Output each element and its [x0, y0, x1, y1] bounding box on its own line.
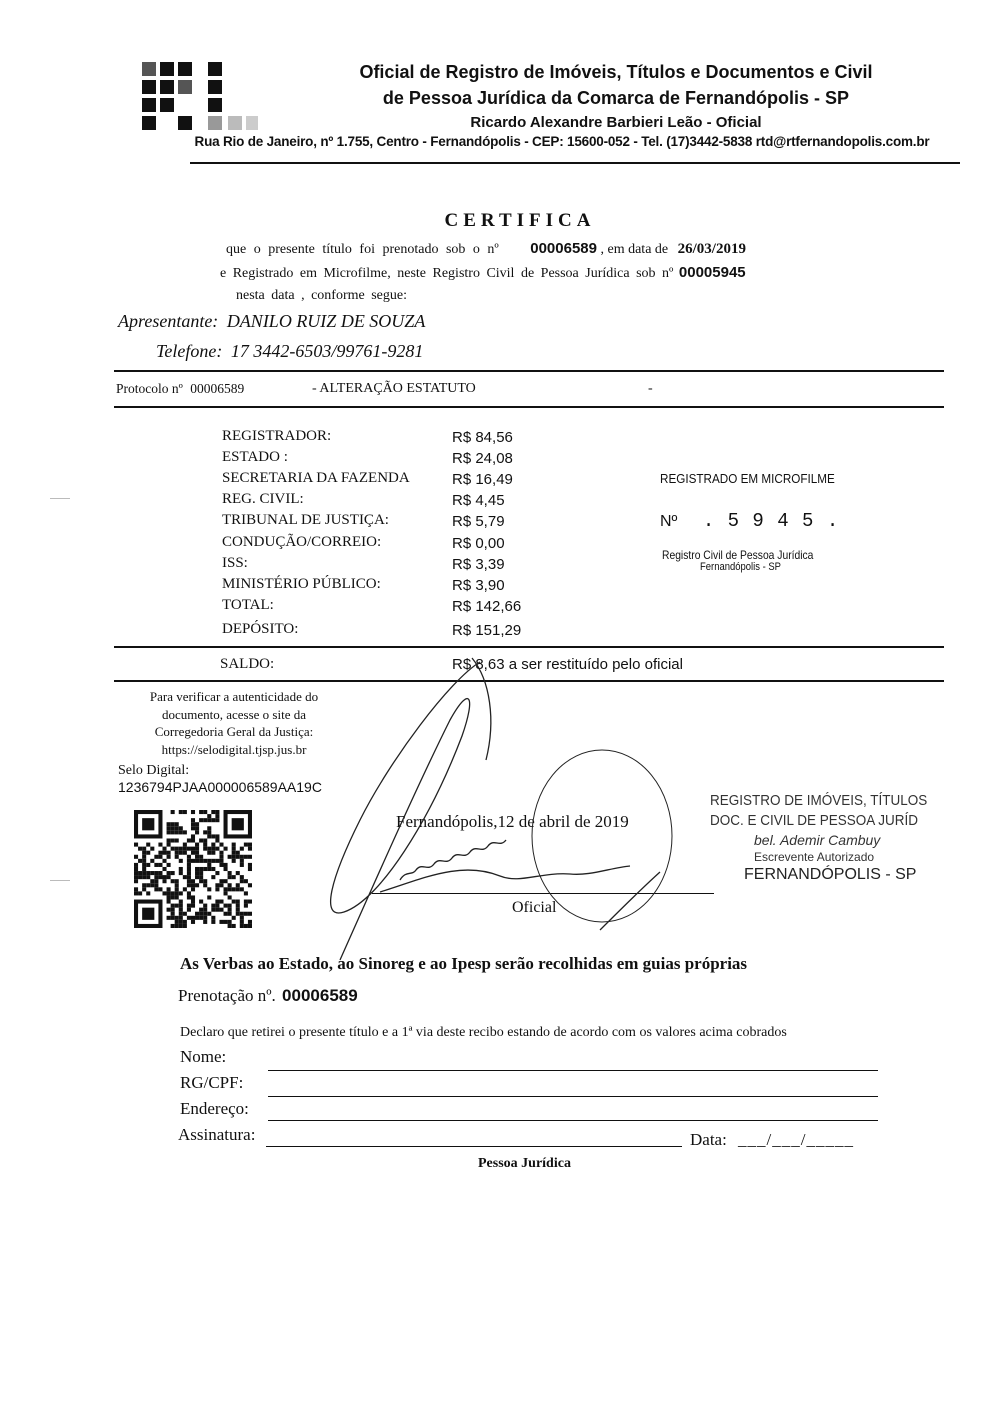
verification-line3: Corregedoria Geral da Justiça:: [154, 724, 314, 739]
balance-label: SALDO:: [220, 656, 275, 672]
name-label: Nome:: [180, 1047, 227, 1066]
registration-number: 00005945: [678, 264, 746, 281]
verification-line1: Para verificar a autenticidade do: [149, 689, 319, 704]
fee-label: ESTADO :: [222, 449, 288, 465]
footer-notice: As Verbas ao Estado, ao Sinoreg e ao Ipesp serão recolhidas em guias próprias: [180, 954, 748, 973]
phone-value: 17 3442-6503/99761-9281: [230, 341, 424, 361]
footer-declaration: Declaro que retirei o presente título e a 1ª via deste recibo estando de acordo com os valores acima cobrados: [180, 1025, 787, 1040]
microfilm-stamp-number: [660, 510, 839, 532]
verification-line2: documento, acesse o site da: [161, 706, 307, 722]
place-date: Fernandópolis,12 de abril de 2019: [396, 812, 629, 831]
prenotation-number: 00006589: [530, 240, 597, 257]
office-stamp-line1: REGISTRO DE IMÓVEIS, TÍTULOS: [710, 792, 928, 809]
protocol-label: Protocolo nº: [116, 381, 183, 396]
margin-mark: [50, 880, 70, 881]
fee-label: REG. CIVIL:: [222, 491, 304, 507]
header-officer: Ricardo Alexandre Barbieri Leão - Oficial: [470, 114, 762, 131]
certificate-date-text: , em data de: [600, 242, 669, 257]
microfilm-number: . 5 9 4 5 .: [702, 510, 840, 532]
protocol-number: 00006589: [190, 381, 245, 396]
office-stamp-line3: bel. Ademir Cambuy: [754, 832, 881, 848]
fee-value: R$ 4,45: [452, 492, 505, 509]
header-address: Rua Rio de Janeiro, nº 1.755, Centro - Fernandópolis - CEP: 15600-052 - Tel. (17)3442-5838 rtd@rtfernandopolis.com.br: [194, 134, 930, 149]
certificate-line1-text: que o presente título foi prenotado sob o nº: [226, 242, 499, 257]
microfilm-number-label: Nº: [660, 513, 678, 530]
footer-prenotation-row: [178, 986, 358, 1006]
registry-logo: [140, 60, 262, 134]
id-field[interactable]: [268, 1096, 878, 1097]
fee-value: R$ 0,00: [452, 535, 505, 552]
office-stamp-line5: FERNANDÓPOLIS - SP: [744, 866, 917, 883]
microfilm-stamp-line2: Fernandópolis - SP: [700, 561, 781, 573]
microfilm-stamp-title: REGISTRADO EM MICROFILME: [660, 471, 835, 486]
header-title-line2: de Pessoa Jurídica da Comarca de Fernandópolis - SP: [382, 88, 850, 108]
document-type: Pessoa Jurídica: [478, 1156, 571, 1171]
header-rule: [190, 162, 960, 164]
certificate-line2: [220, 264, 840, 282]
fee-value: R$ 142,66: [452, 598, 522, 615]
fee-label: DEPÓSITO:: [222, 621, 299, 637]
fee-value: R$ 3,39: [452, 556, 505, 573]
footer-prenotation-number: 00006589: [282, 986, 358, 1005]
fee-value: R$ 151,29: [452, 622, 522, 639]
date-field[interactable]: ___/___/_____: [738, 1130, 854, 1149]
footer-prenotation-label: Prenotação nº.: [178, 986, 276, 1005]
date-label: Data:: [690, 1130, 727, 1149]
seal-label: Selo Digital:: [118, 763, 190, 778]
margin-mark: [50, 498, 70, 499]
fee-value: R$ 24,08: [452, 450, 513, 467]
fee-label: ISS:: [222, 555, 248, 571]
certificate-line1: [226, 240, 826, 258]
phone-row: [156, 341, 423, 362]
balance-value: R$ 8,63 a ser restituído pelo oficial: [452, 656, 683, 673]
certificate-line2-text: e Registrado em Microfilme, neste Registro Civil de Pessoa Jurídica sob nº: [220, 266, 674, 281]
certificate-title: CERTIFICA: [444, 210, 596, 231]
address-label: Endereço:: [180, 1099, 249, 1118]
certificate-line3: nesta data , conforme segue:: [236, 288, 407, 303]
protocol-rule-top: [114, 370, 944, 372]
fee-value: R$ 5,79: [452, 513, 505, 530]
qr-code[interactable]: [134, 810, 252, 928]
fee-value: R$ 16,49: [452, 471, 513, 488]
signature-stroke: [300, 640, 720, 980]
fee-label: TRIBUNAL DE JUSTIÇA:: [222, 512, 389, 528]
prenotation-date: 26/03/2019: [677, 241, 746, 257]
presenter-label: Apresentante:: [118, 311, 219, 331]
verification-url[interactable]: https://selodigital.tjsp.jus.br: [161, 741, 307, 757]
fee-label: SECRETARIA DA FAZENDA: [222, 470, 410, 486]
protocol-rule-bottom: [114, 406, 944, 408]
protocol-description: - ALTERAÇÃO ESTATUTO: [312, 381, 476, 396]
fee-label: TOTAL:: [222, 597, 274, 613]
presenter-name: DANILO RUIZ DE SOUZA: [226, 311, 426, 331]
id-label: RG/CPF:: [180, 1073, 244, 1092]
fee-label: REGISTRADOR:: [222, 428, 332, 444]
office-stamp-line2: DOC. E CIVIL DE PESSOA JURÍD: [710, 812, 919, 829]
name-field[interactable]: [268, 1070, 878, 1071]
signature-role: Oficial: [512, 899, 557, 916]
protocol-row: [116, 381, 244, 397]
fee-label: MINISTÉRIO PÚBLICO:: [222, 576, 381, 592]
presenter-row: [118, 311, 425, 332]
seal-code: 1236794PJAA000006589AA19C: [118, 779, 322, 795]
fee-value: R$ 84,56: [452, 429, 513, 446]
office-stamp-line4: Escrevente Autorizado: [754, 850, 875, 864]
microfilm-stamp-line1: Registro Civil de Pessoa Jurídica: [662, 548, 814, 562]
fee-label: CONDUÇÃO/CORREIO:: [222, 534, 382, 550]
header-title-line1: Oficial de Registro de Imóveis, Títulos e Documentos e Civil: [359, 62, 873, 82]
address-field[interactable]: [268, 1120, 878, 1121]
phone-label: Telefone:: [156, 341, 223, 361]
protocol-dash: -: [648, 381, 653, 396]
fee-value: R$ 3,90: [452, 577, 505, 594]
signature-field[interactable]: [266, 1146, 682, 1147]
signature-label: Assinatura:: [178, 1125, 256, 1144]
